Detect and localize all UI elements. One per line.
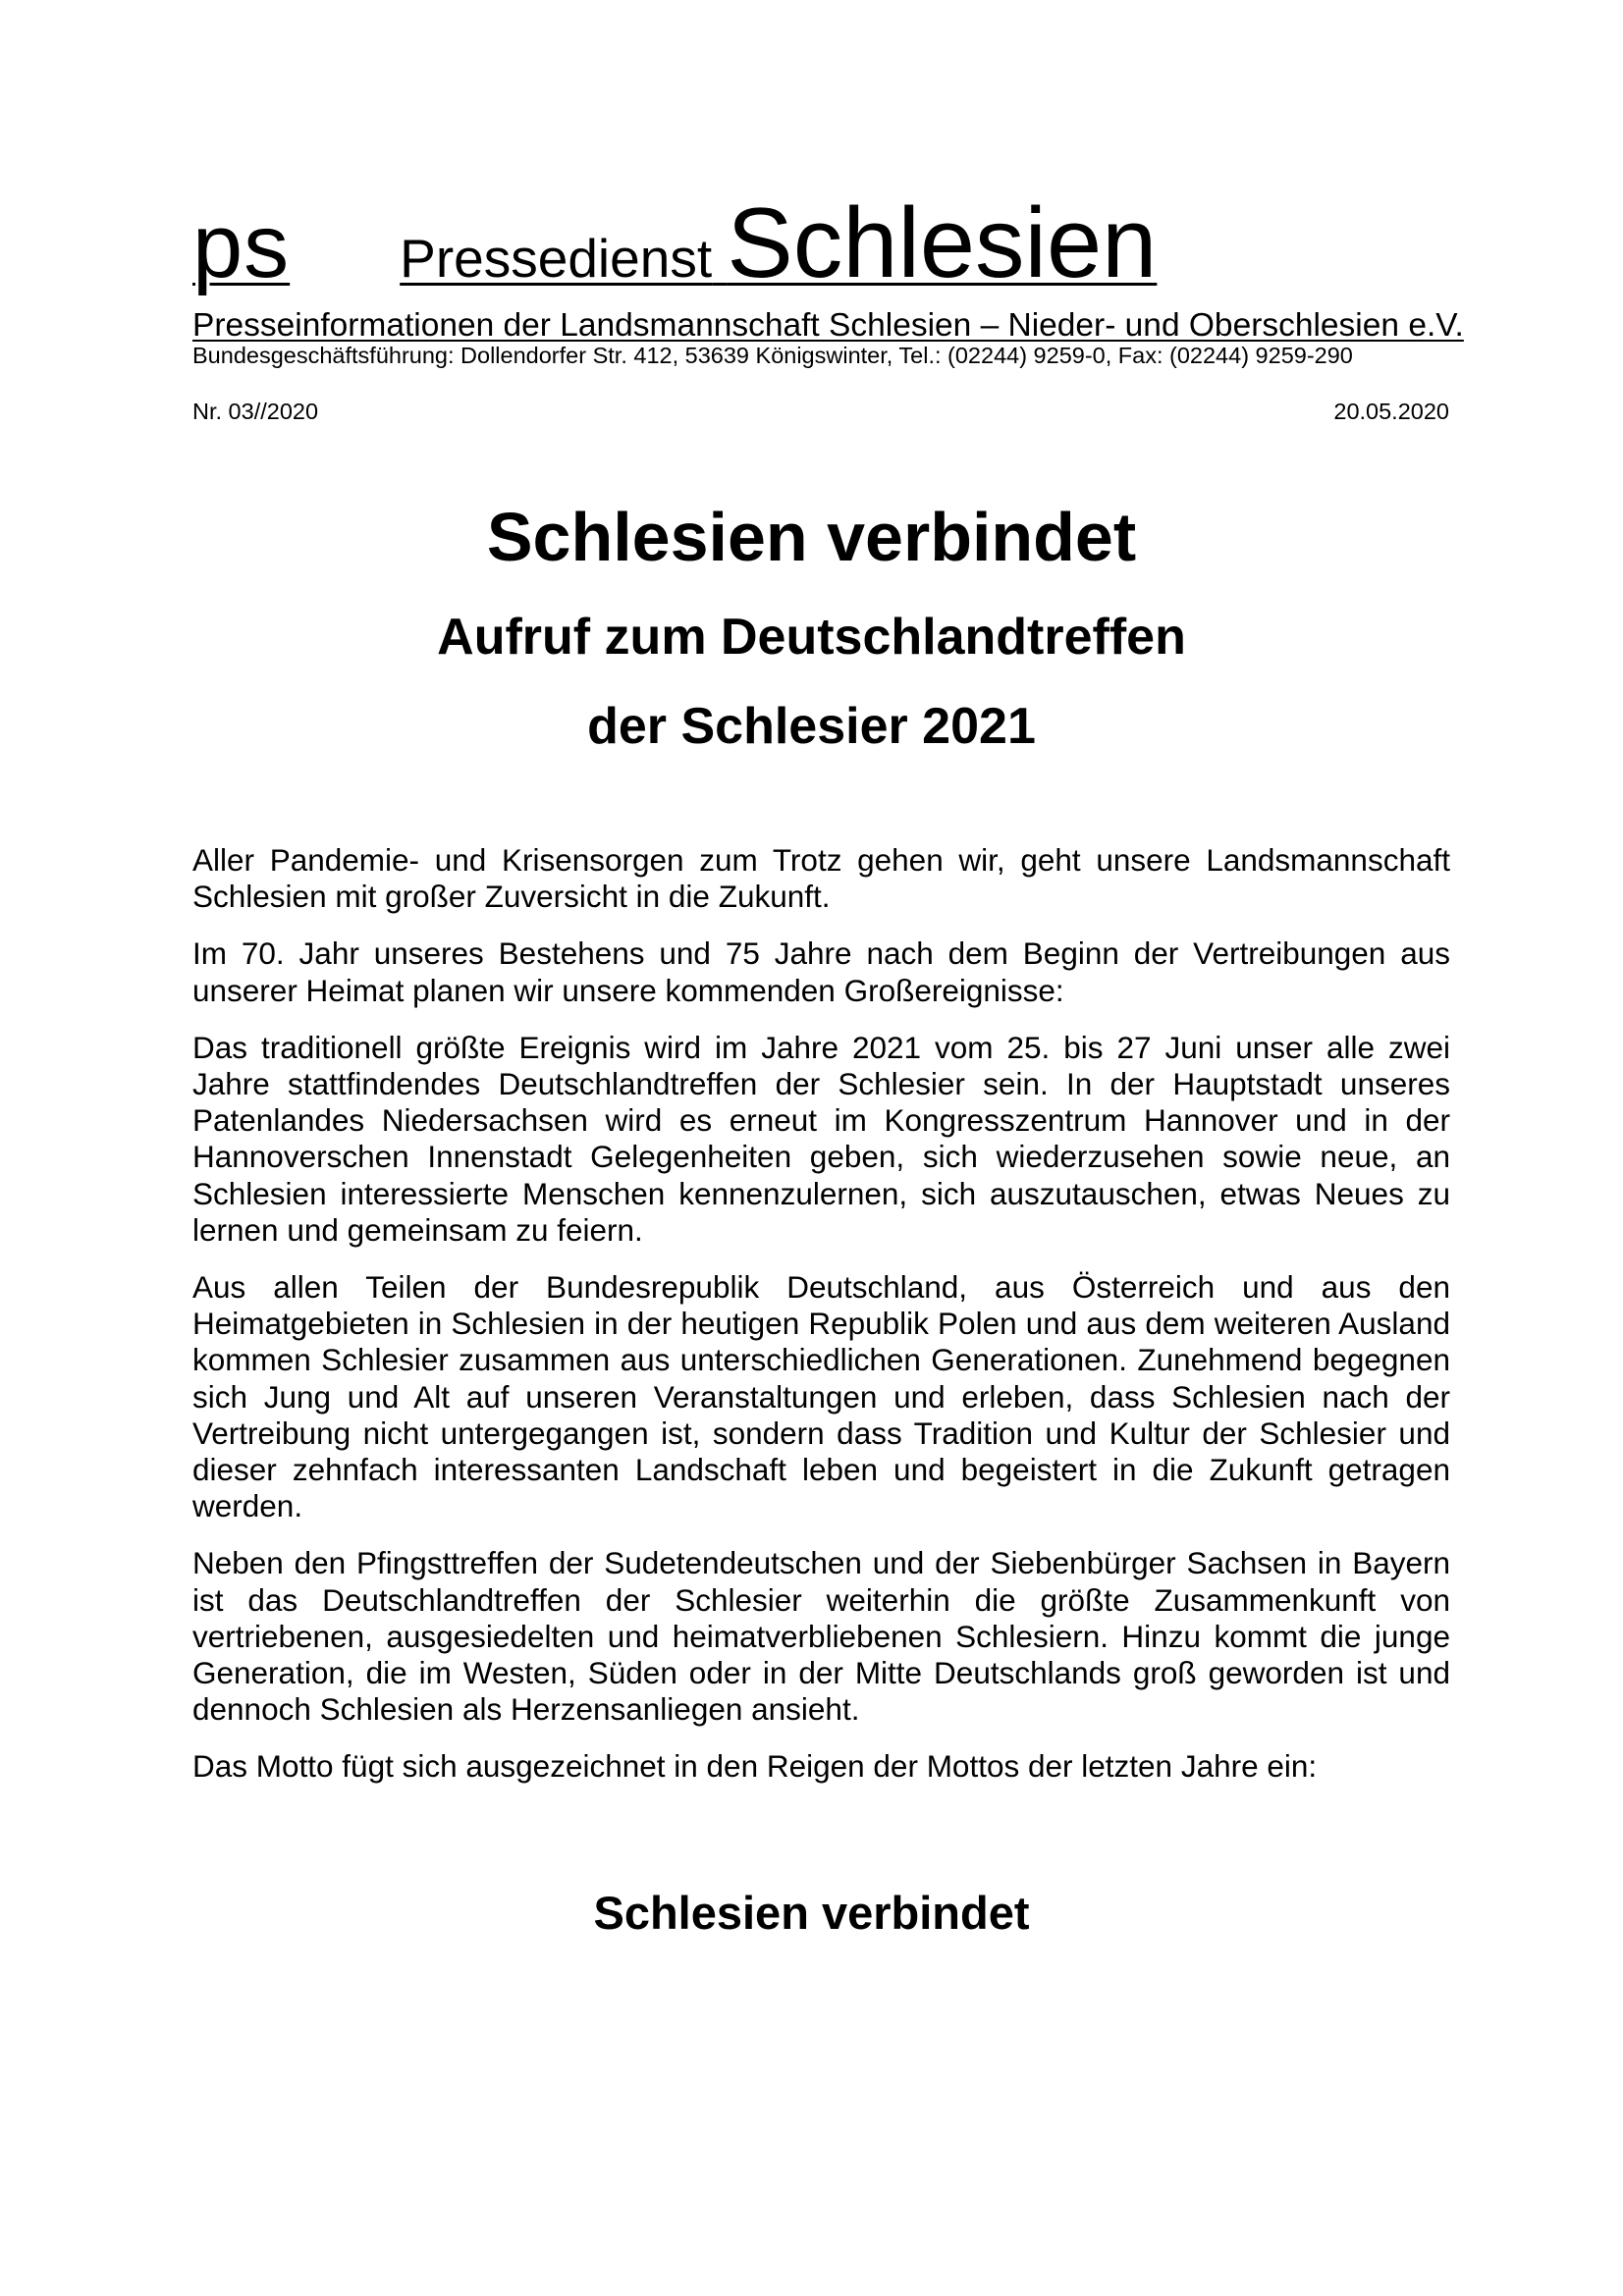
page-title: Schlesien verbindet [486, 499, 1137, 575]
masthead-ps: ps [192, 196, 291, 296]
paragraph: Im 70. Jahr unseres Bestehens und 75 Jahre nach dem Beginn der Vertreibungen aus unserer Heimat planen wir unsere kommenden Großereignisse: [192, 935, 1450, 1008]
article-body [192, 842, 1450, 1806]
paragraph: Das Motto fügt sich ausgezeichnet in den Reigen der Mottos der letzten Jahre ein: [192, 1748, 1318, 1785]
masthead-schlesien: Schlesien [727, 188, 1158, 298]
issue-date: 20.05.2020 [1333, 399, 1449, 424]
motto-heading: Schlesien verbindet [593, 1887, 1030, 1939]
masthead-pressedienst: Pressedienst [400, 228, 713, 289]
paragraph: Aller Pandemie- und Krisensorgen zum Trotz gehen wir, geht unsere Landsmannschaft Schlesien mit großer Zuversicht in die Zukunft. [192, 842, 1450, 915]
paragraph: Aus allen Teilen der Bundesrepublik Deutschland, aus Österreich und aus den Heimatgebieten in Schlesien in der heutigen Republik Polen und aus dem weiteren Ausland kommen Schlesier zusammen aus unterschiedlichen Generationen. Zunehmend begegnen sich Jung und Alt auf unseren Veranstaltungen und erleben, dass Schlesien nach der Vertreibung nicht untergegangen ist, sondern dass Tradition und Kultur der Schlesier und dieser zehnfach interessanten Landschaft leben und begeistert in die Zukunft getragen werden. [192, 1269, 1450, 1524]
subtitle-line-1: Aufruf zum Deutschlandtreffen [437, 609, 1186, 666]
paragraph: Neben den Pfingsttreffen der Sudetendeutschen und der Siebenbürger Sachsen in Bayern ist das Deutschlandtreffen der Schlesier weiterhin die größte Zusammenkunft von vertriebenen, ausgesiedelten und heimatverbliebenen Schlesiern. Hinzu kommt die junge Generation, die im Westen, Süden oder in der Mitte Deutschlands groß geworden ist und dennoch Schlesien als Herzensanliegen ansieht. [192, 1545, 1450, 1728]
paragraph: Das traditionell größte Ereignis wird im Jahre 2021 vom 25. bis 27 Juni unser alle zwei Jahre stattfindendes Deutschlandtreffen der Schlesier sein. In der Hauptstadt unseres Patenlandes Niedersachsen wird es erneut im Kongresszentrum Hannover und in der Hannoverschen Innenstadt Gelegenheiten geben, sich wiederzusehen sowie neue, an Schlesien interessierte Menschen kennenzulernen, sich auszutauschen, etwas Neues zu lernen und gemeinsam zu feiern. [192, 1029, 1450, 1248]
publisher-address: Bundesgeschäftsführung: Dollendorfer Str. 412, 53639 Königswinter, Tel.: (02244) 9259-0, Fax: (02244) 9259-290 [192, 343, 1353, 368]
masthead-spacer-small [712, 228, 727, 289]
masthead-spacer [290, 201, 400, 292]
subtitle-line-2: der Schlesier 2021 [587, 698, 1036, 755]
masthead [192, 188, 1158, 298]
issue-number: Nr. 03//2020 [192, 399, 319, 424]
publisher-subline: Presseinformationen der Landsmannschaft Schlesien – Nieder- und Oberschlesien e.V. [192, 307, 1464, 344]
